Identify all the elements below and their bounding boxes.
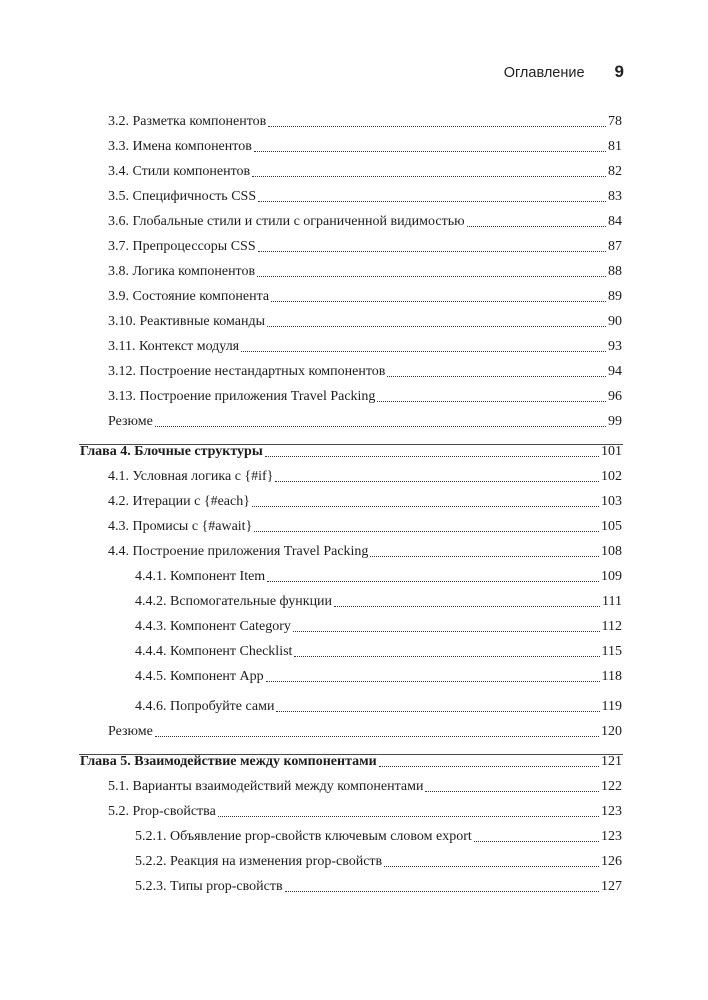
toc-entry <box>108 409 622 431</box>
toc-entry <box>135 824 622 846</box>
dot-leader <box>267 326 606 327</box>
toc-entry <box>108 539 622 561</box>
toc-entry <box>108 799 622 821</box>
toc-entry-title: 4.3. Промисы с {#await} <box>108 519 253 534</box>
toc-entry-title: 3.5. Специфичность CSS <box>108 189 257 204</box>
toc-entry-page: 126 <box>601 854 622 869</box>
toc-entry-title: Резюме <box>108 724 153 739</box>
running-head <box>504 62 624 82</box>
toc-entry-page: 87 <box>608 239 622 254</box>
toc-entry <box>108 134 622 156</box>
toc-entry <box>108 109 622 131</box>
chapter-divider-line <box>79 754 623 755</box>
toc-entry-title: 4.4.2. Вспомогательные функции <box>135 594 333 609</box>
toc-entry-page: 89 <box>608 289 622 304</box>
toc-entry-title: 4.4.5. Компонент App <box>135 669 264 684</box>
dot-leader <box>258 251 606 252</box>
toc-entry-title: 4.4.1. Компонент Item <box>135 569 266 584</box>
toc-entry-page: 102 <box>601 469 622 484</box>
toc-entry <box>108 384 622 406</box>
toc-entry-page: 118 <box>601 669 622 684</box>
toc-entry-page: 108 <box>601 544 622 559</box>
toc-entry <box>135 664 622 686</box>
toc-entry-title: 3.9. Состояние компонента <box>108 289 270 304</box>
toc-entry-title: 4.4.6. Попробуйте сами <box>135 699 275 714</box>
toc-entry-page: 83 <box>608 189 622 204</box>
dot-leader <box>285 891 599 892</box>
toc-entry-page: 84 <box>608 214 622 229</box>
toc-entry-title: 3.7. Препроцессоры CSS <box>108 239 256 254</box>
chapter-divider-line <box>79 444 623 445</box>
toc-entry <box>108 309 622 331</box>
toc-entry-title: 3.4. Стили компонентов <box>108 164 251 179</box>
toc-entry-title: 3.6. Глобальные стили и стили с ограниченной видимостью <box>108 214 465 229</box>
toc-entry-title: 3.13. Построение приложения Travel Packing <box>108 389 376 404</box>
toc-entry <box>135 849 622 871</box>
toc-entry <box>108 774 622 796</box>
toc-entry-page: 82 <box>608 164 622 179</box>
toc-entry <box>108 514 622 536</box>
toc-chapter-entry <box>80 749 622 771</box>
toc-entry <box>108 184 622 206</box>
toc-entry-title: Глава 4. Блочные структуры <box>80 444 263 459</box>
toc-entry-page: 90 <box>608 314 622 329</box>
toc-entry <box>108 159 622 181</box>
toc-entry-page: 78 <box>608 114 622 129</box>
dot-leader <box>379 766 599 767</box>
dot-leader <box>425 791 599 792</box>
dot-leader <box>387 376 606 377</box>
toc-entry-page: 103 <box>601 494 622 509</box>
toc-chapter-entry <box>80 439 622 461</box>
toc-entry <box>108 284 622 306</box>
toc-entry <box>135 639 622 661</box>
dot-leader <box>252 176 606 177</box>
toc-entry <box>108 489 622 511</box>
toc-entry <box>108 259 622 281</box>
toc-entry <box>135 694 622 716</box>
dot-leader <box>384 866 599 867</box>
toc-entry-title: 4.4.4. Компонент Checklist <box>135 644 293 659</box>
dot-leader <box>370 556 599 557</box>
dot-leader <box>293 631 600 632</box>
toc-entry <box>135 874 622 896</box>
toc-entry-page: 123 <box>601 804 622 819</box>
toc-entry <box>135 614 622 636</box>
dot-leader <box>254 151 606 152</box>
toc-entry-page: 112 <box>601 619 622 634</box>
toc-entry-title: 4.1. Условная логика с {#if} <box>108 469 274 484</box>
dot-leader <box>294 656 599 657</box>
toc-entry-title: 4.4. Построение приложения Travel Packing <box>108 544 369 559</box>
dot-leader <box>257 276 606 277</box>
toc-entry <box>135 564 622 586</box>
toc-entry-page: 94 <box>608 364 622 379</box>
toc-entry-title: Резюме <box>108 414 153 429</box>
dot-leader <box>155 426 606 427</box>
toc-entry <box>108 464 622 486</box>
toc-entry-title: 3.2. Разметка компонентов <box>108 114 267 129</box>
toc-entry-page: 123 <box>601 829 622 844</box>
toc-entry-title: 5.1. Варианты взаимодействий между компонентами <box>108 779 424 794</box>
toc-entry-page: 96 <box>608 389 622 404</box>
dot-leader <box>467 226 606 227</box>
toc-entry-page: 119 <box>601 699 622 714</box>
toc-entry-title: 3.8. Логика компонентов <box>108 264 256 279</box>
toc-entry-title: 4.4.3. Компонент Category <box>135 619 291 634</box>
dot-leader <box>377 401 606 402</box>
toc-entry <box>135 589 622 611</box>
toc-entry <box>108 234 622 256</box>
toc-entry-page: 121 <box>601 754 622 769</box>
dot-leader <box>218 816 599 817</box>
toc-entry-title: 4.2. Итерации с {#each} <box>108 494 250 509</box>
toc-entry-page: 81 <box>608 139 622 154</box>
toc-entry-page: 88 <box>608 264 622 279</box>
dot-leader <box>265 456 599 457</box>
toc-entry-title: 5.2.2. Реакция на изменения prop-свойств <box>135 854 383 869</box>
toc-entry-title: 3.12. Построение нестандартных компонентов <box>108 364 386 379</box>
running-head-title: Оглавление <box>503 65 585 81</box>
dot-leader <box>276 711 599 712</box>
dot-leader <box>268 126 606 127</box>
toc-entry <box>108 719 622 741</box>
dot-leader <box>474 841 599 842</box>
toc-entry-title: 5.2.3. Типы prop-свойств <box>135 879 283 894</box>
dot-leader <box>267 581 599 582</box>
dot-leader <box>155 736 599 737</box>
toc-entry <box>108 334 622 356</box>
toc-entry-page: 111 <box>602 594 622 609</box>
dot-leader <box>258 201 606 202</box>
dot-leader <box>266 681 600 682</box>
toc-entry-page: 127 <box>601 879 622 894</box>
dot-leader <box>334 606 600 607</box>
toc-entry-page: 109 <box>601 569 622 584</box>
toc-entry-page: 99 <box>608 414 622 429</box>
toc-entry-page: 122 <box>601 779 622 794</box>
toc-entry-title: Глава 5. Взаимодействие между компонентами <box>80 754 377 769</box>
toc-entry-title: 5.2. Prop-свойства <box>108 804 216 819</box>
toc-entry-page: 93 <box>608 339 622 354</box>
toc-entry-page: 101 <box>601 444 622 459</box>
toc-entry-title: 5.2.1. Объявление prop-свойств ключевым словом export <box>135 829 472 844</box>
toc-entry-page: 115 <box>601 644 622 659</box>
toc-entry-title: 3.10. Реактивные команды <box>108 314 265 329</box>
page-number: 9 <box>614 62 624 81</box>
dot-leader <box>254 531 599 532</box>
toc-entry-page: 120 <box>601 724 622 739</box>
toc-entry-page: 105 <box>601 519 622 534</box>
dot-leader <box>271 301 606 302</box>
dot-leader <box>252 506 599 507</box>
dot-leader <box>241 351 606 352</box>
toc-entry <box>108 209 622 231</box>
dot-leader <box>275 481 599 482</box>
toc-entry <box>108 359 622 381</box>
toc-entry-title: 3.11. Контекст модуля <box>108 339 240 354</box>
toc-entry-title: 3.3. Имена компонентов <box>108 139 252 154</box>
